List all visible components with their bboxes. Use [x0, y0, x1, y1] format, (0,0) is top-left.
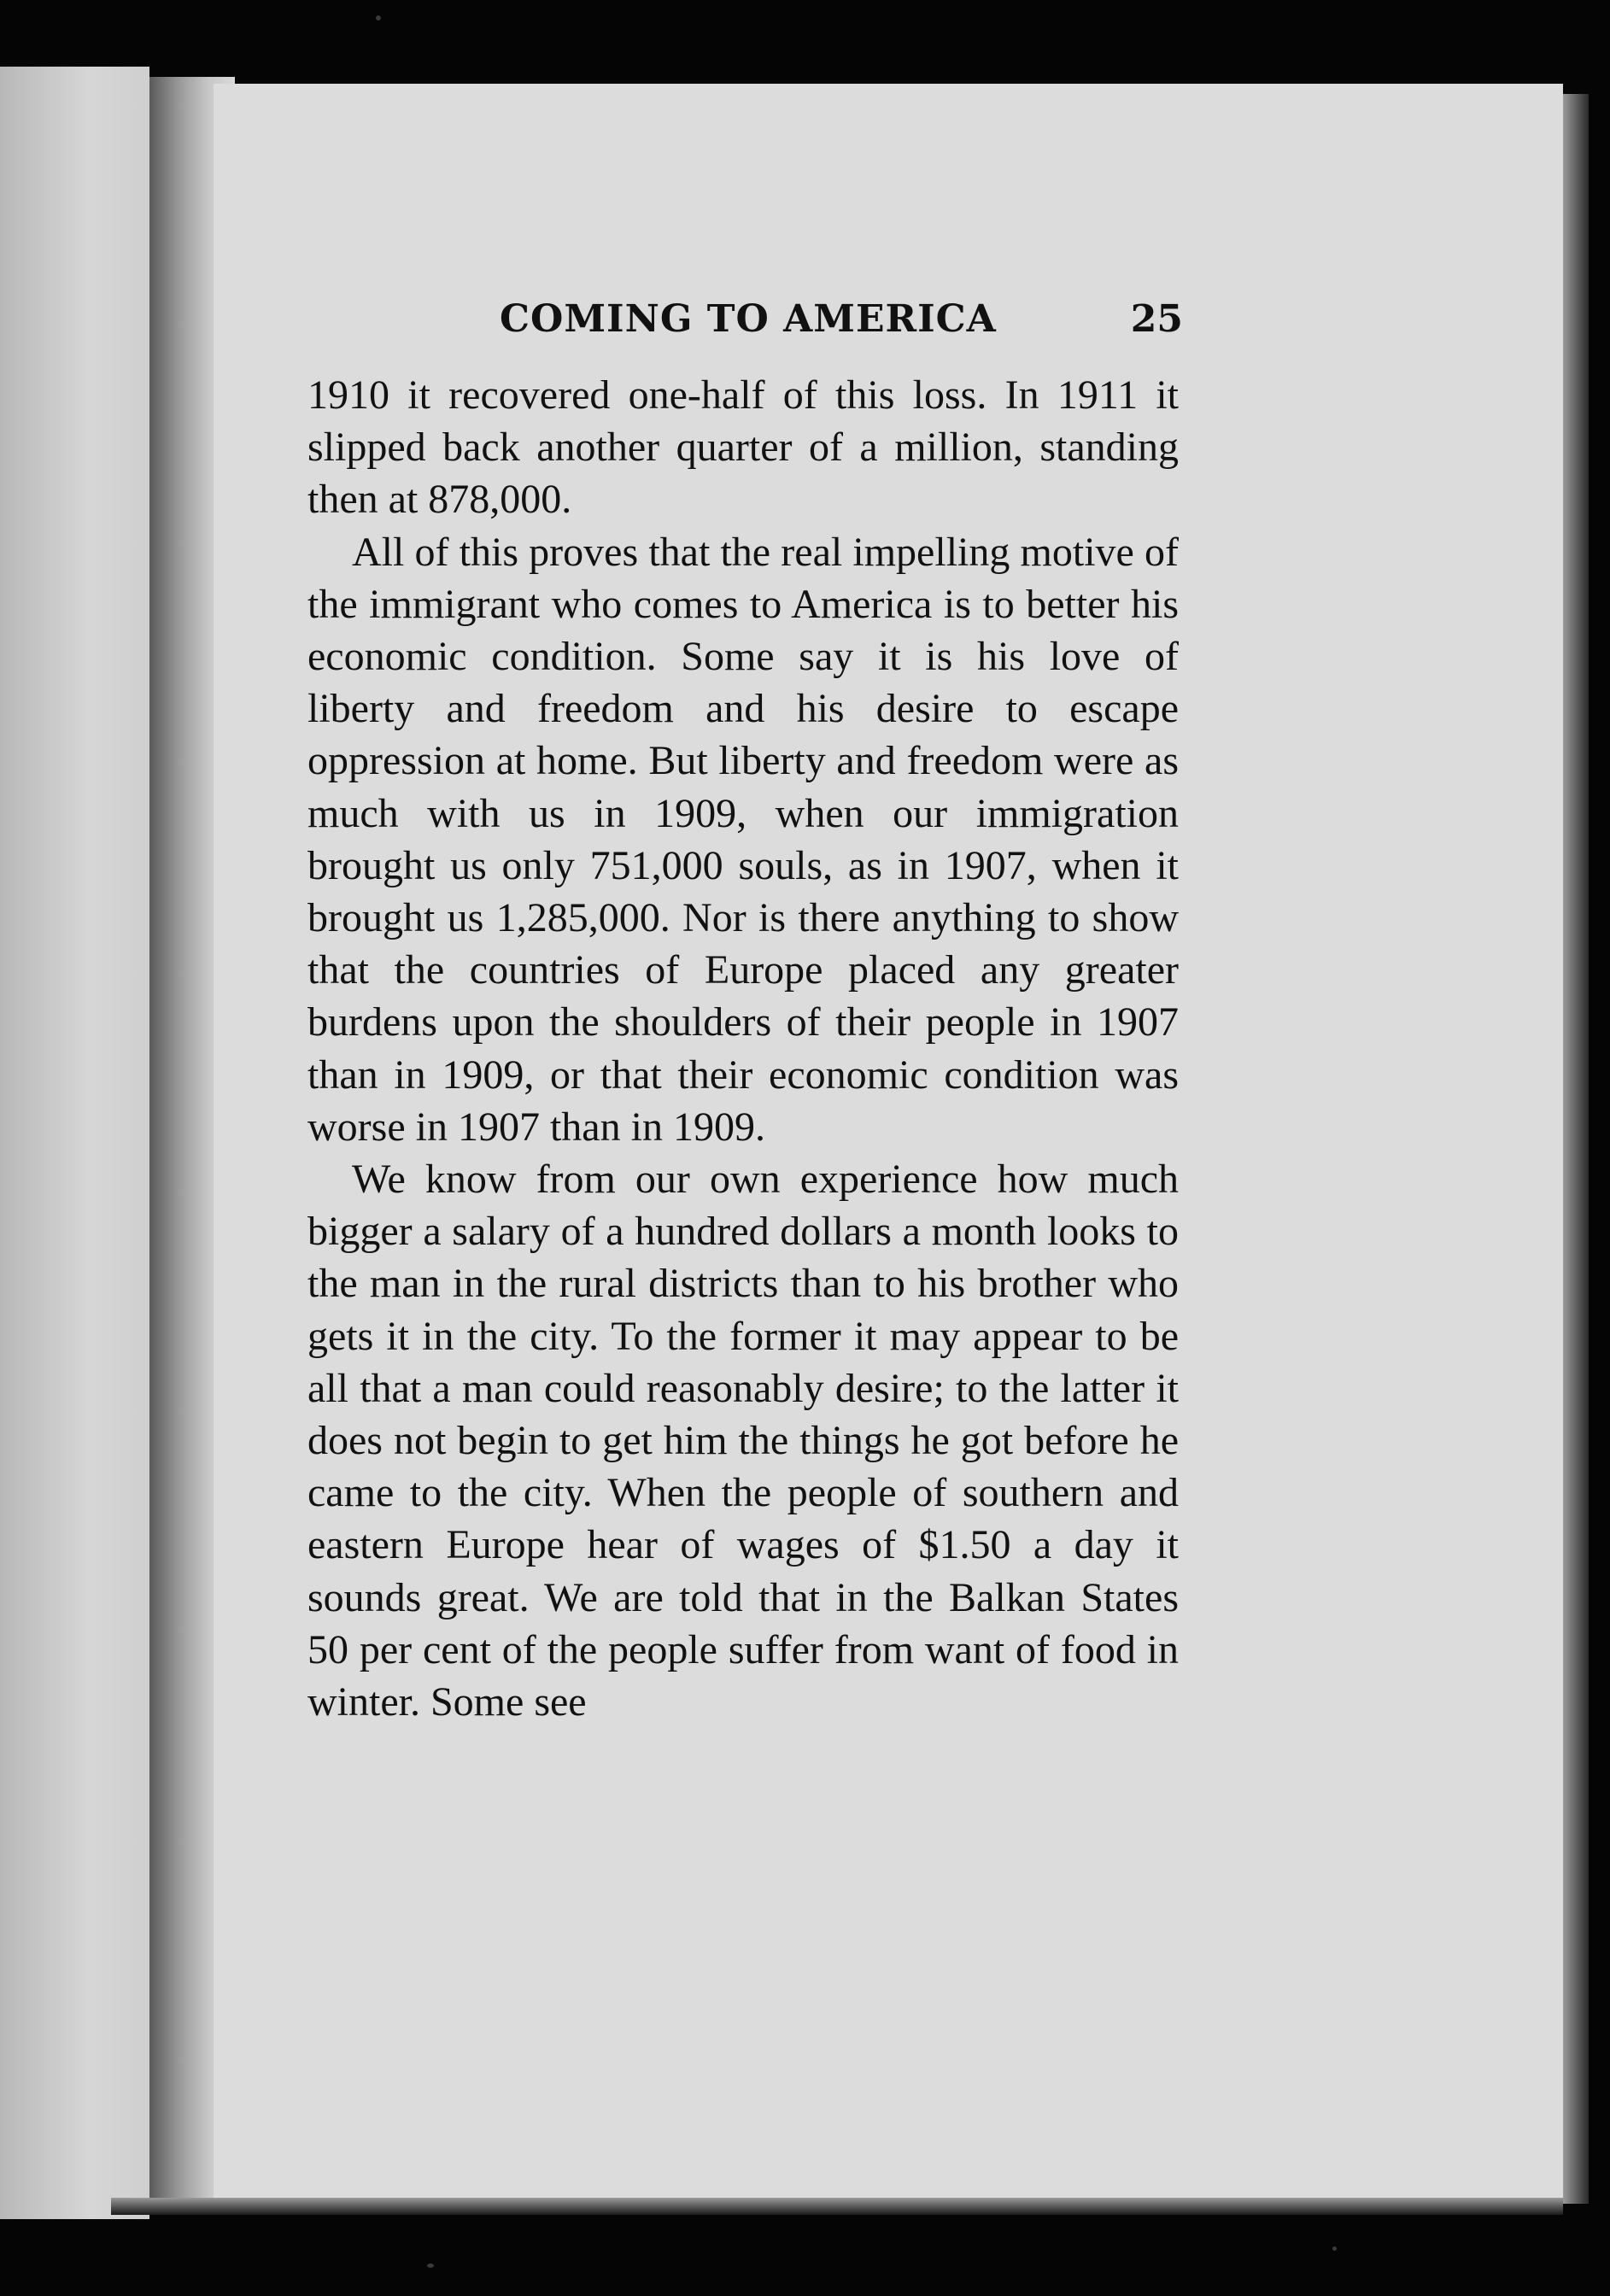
facing-page-edge — [0, 67, 149, 2219]
page-bottom-edge — [111, 2198, 1563, 2215]
scan-speck — [1332, 2246, 1337, 2251]
paragraph-continued: 1910 it recovered one-half of this loss. In 1911 it slipped back another quarter of a million, standing then at 878,000. — [307, 372, 1179, 523]
body-text — [307, 369, 1179, 1728]
page-right-edge — [1563, 94, 1589, 2204]
paragraph: We know from our own experience how much bigger a salary of a hundred dollars a month looks to the man in the rural districts than to his brother who gets it in the city. To the former it may appear to be all that a man could reasonably desire; to the latter it does not begin to get him the things he got before he came to the city. When the people of southern and eastern Europe hear of wages of $1.50 a day it sounds great. We are told that in the Balkan States 50 per cent of the people suffer from want of food in winter. Some see — [307, 1157, 1179, 1725]
scan-speck — [376, 15, 381, 20]
page-number: 25 — [1130, 297, 1183, 341]
paragraph: All of this proves that the real impelling motive of the immigrant who comes to America is to better his economic condition. Some say it is his love of liberty and freedom and his desire to escape oppression at home. But liberty and freedom were as much with us in 1909, when our immigration brought us only 751,000 souls, as in 1907, when it brought us 1,285,000. Nor is there anything to show that the countries of Europe placed any greater burdens upon the shoulders of their people in 1907 than in 1909, or that their economic condition was worse in 1907 than in 1909. — [307, 529, 1179, 1150]
running-title: COMING TO AMERICA — [500, 297, 997, 341]
scan-speck — [427, 2264, 434, 2268]
running-head — [307, 290, 1183, 350]
